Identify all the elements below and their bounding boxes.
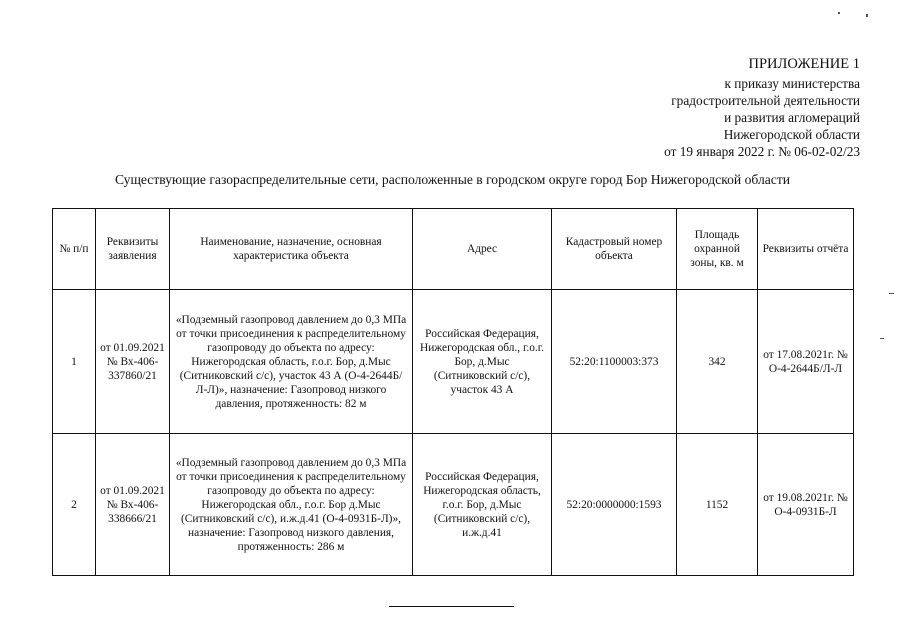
cell-num: 2 (53, 434, 96, 576)
table-row (53, 434, 854, 576)
cell-num: 1 (53, 290, 96, 434)
document-title: Существующие газораспределительные сети, расположенные в городском округе город Бор Нижегородской области (114, 172, 791, 187)
header-line: и развития агломераций (724, 110, 860, 125)
cell-area: 342 (677, 290, 758, 434)
cell-cadastral: 52:20:1100003:373 (552, 290, 677, 434)
gas-networks-table (52, 208, 854, 576)
column-header: Реквизиты заявления (96, 209, 170, 290)
cell-request: от 01.09.2021 № Вх-406-338666/21 (96, 434, 170, 576)
header-line: Нижегородской области (723, 127, 860, 142)
scan-speck (889, 293, 894, 294)
column-header: Кадастровый номер объекта (552, 209, 677, 290)
appendix-label: ПРИЛОЖЕНИЕ 1 (748, 56, 860, 72)
header-line: к приказу министерства (724, 76, 860, 91)
cell-report: от 17.08.2021г. № О-4-2644Б/Л-Л (758, 290, 854, 434)
cell-description: «Подземный газопровод давлением до 0,3 МПа от точки присоединения к распределительному газопроводу до объекта по адресу: Нижегородская область, г.о.г. Бор, д.Мыс (Ситниковский с/с), участок 43 А (О-4-2644Б/Л-Л)», назначение: Газопровод низкого давления, протяженность: 82 м (170, 290, 413, 434)
cell-cadastral: 52:20:0000000:1593 (552, 434, 677, 576)
header-line: от 19 января 2022 г. № 06-02-02/23 (664, 144, 860, 159)
column-header: Адрес (413, 209, 552, 290)
cell-request: от 01.09.2021 № Вх-406-337860/21 (96, 290, 170, 434)
cell-area: 1152 (677, 434, 758, 576)
scan-speck (838, 12, 840, 14)
cell-report: от 19.08.2021г. № О-4-0931Б-Л (758, 434, 854, 576)
scan-speck (866, 14, 868, 17)
footer-separator-line (389, 606, 514, 607)
cell-address: Российская Федерация, Нижегородская область, г.о.г. Бор, д.Мыс (Ситниковский с/с), и.ж.д.41 (413, 434, 552, 576)
column-header: Реквизиты отчёта (758, 209, 854, 290)
approval-header (664, 56, 860, 160)
table-header-row (53, 209, 854, 290)
column-header: Наименование, назначение, основная характеристика объекта (170, 209, 413, 290)
header-line: градостроительной деятельности (671, 93, 860, 108)
column-header: Площадь охранной зоны, кв. м (677, 209, 758, 290)
cell-description: «Подземный газопровод давлением до 0,3 МПа от точки присоединения к распределительному газопроводу до объекта по адресу: Нижегородская обл., г.о.г. Бор д.Мыс (Ситниковский с/с), и.ж.д.41 (О-4-0931Б-Л)», назначение: Газопровод низкого давления, протяженность: 286 м (170, 434, 413, 576)
table-row (53, 290, 854, 434)
column-header: № п/п (53, 209, 96, 290)
scan-speck (880, 338, 884, 339)
cell-address: Российская Федерация, Нижегородская обл., г.о.г. Бор, д.Мыс (Ситниковский с/с), участок 43 А (413, 290, 552, 434)
